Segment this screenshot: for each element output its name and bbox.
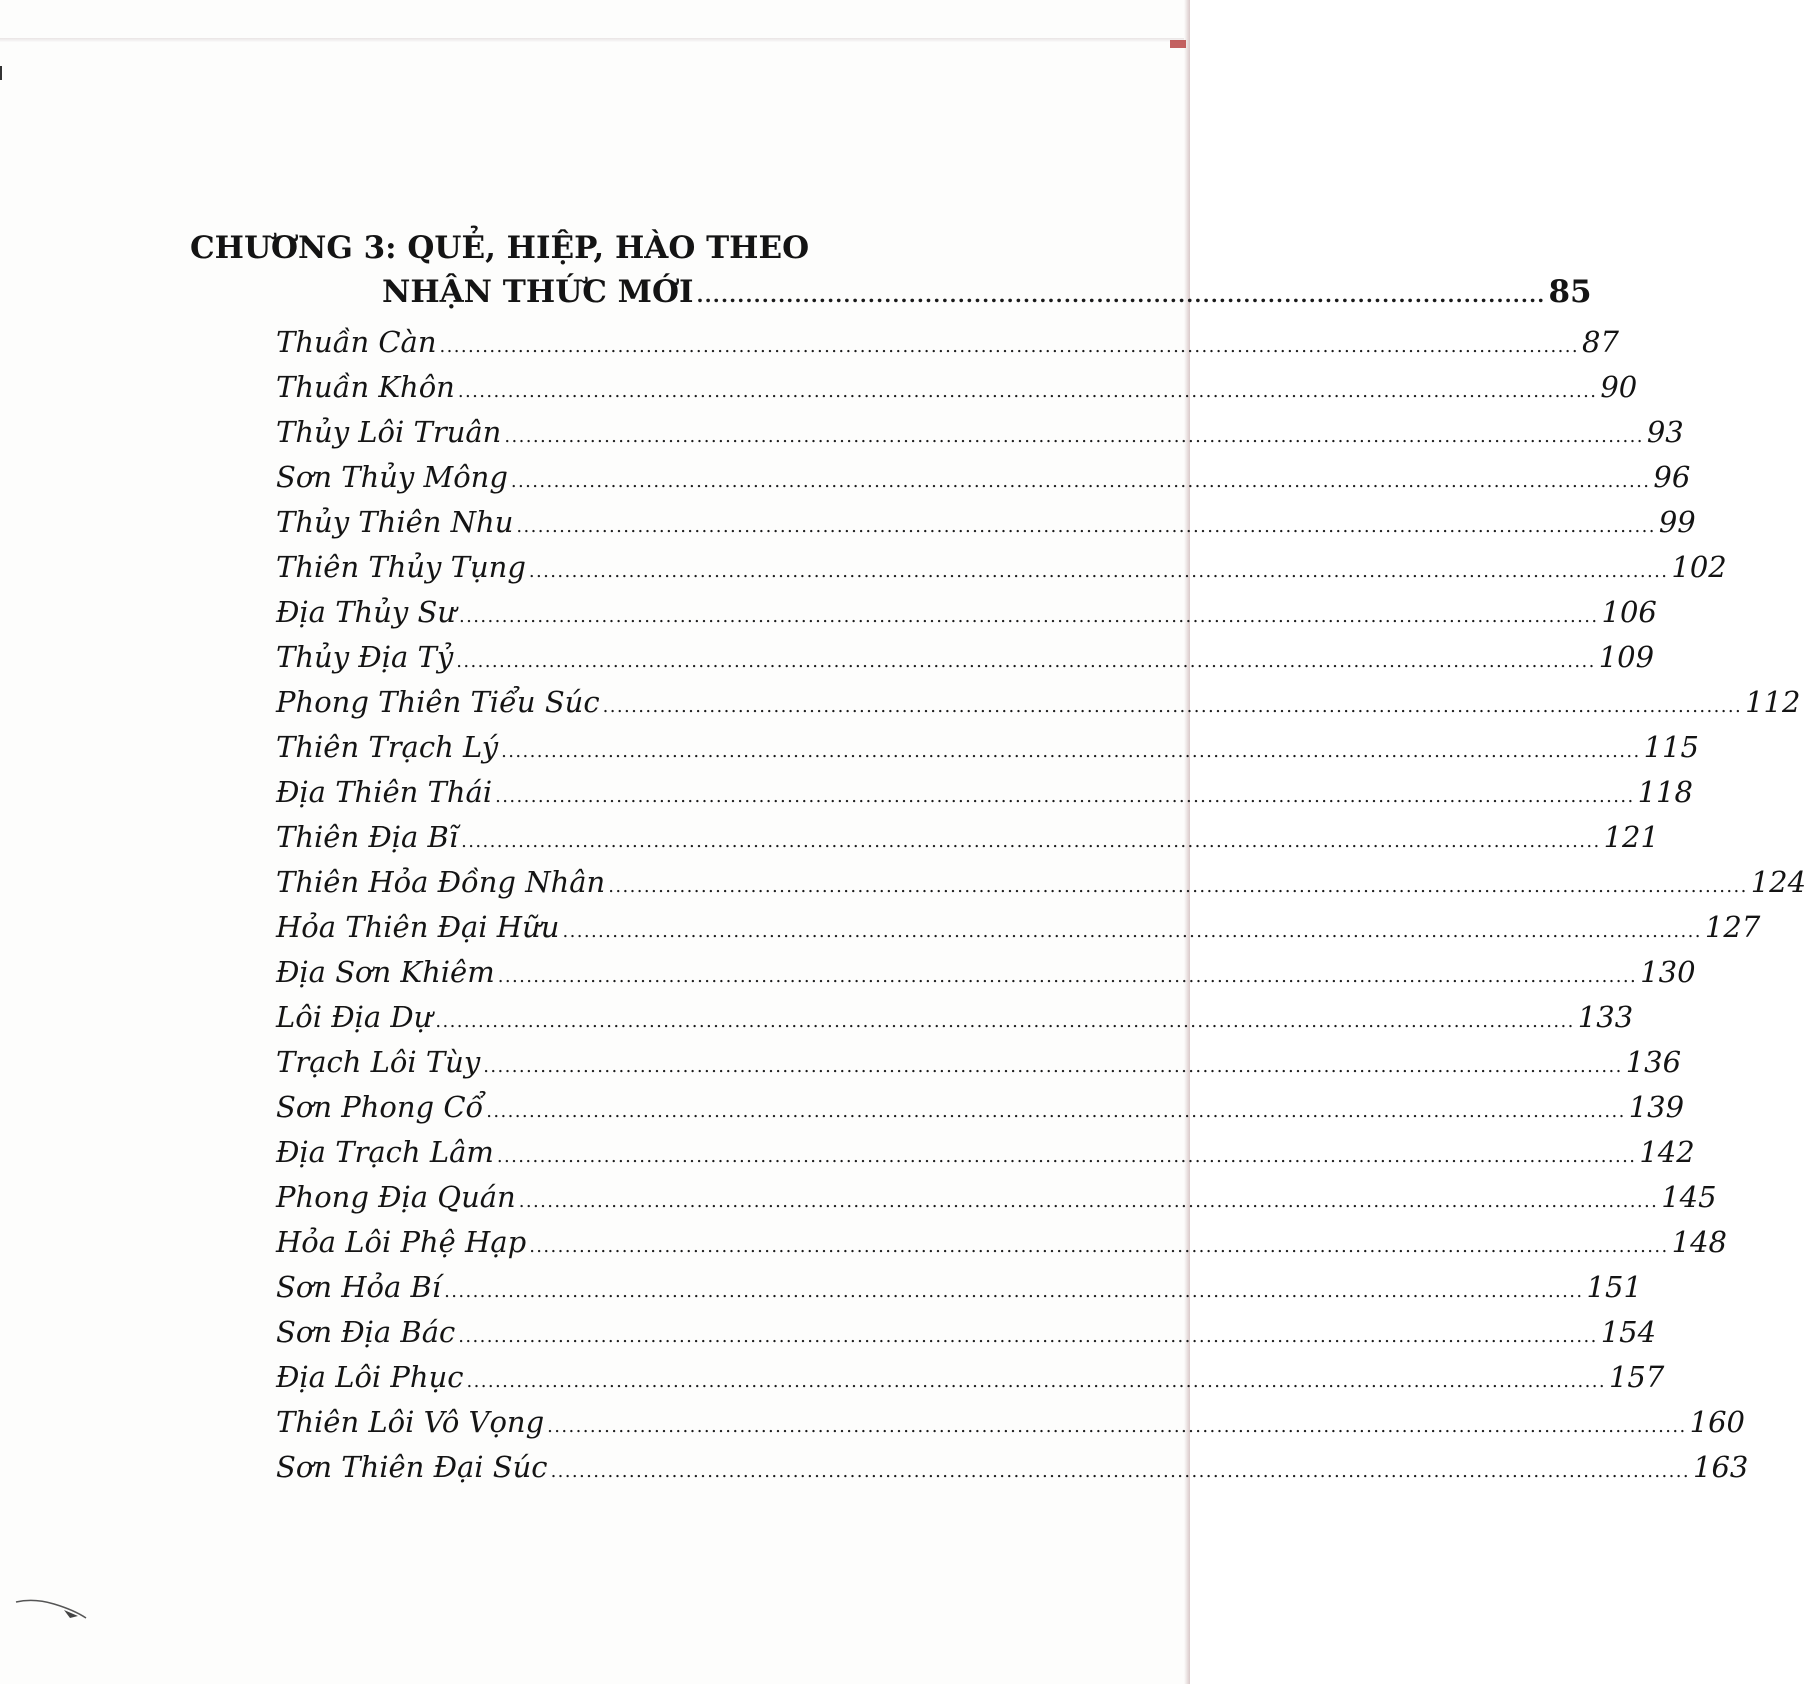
toc-entry-page-number: 145 xyxy=(1661,1180,1717,1214)
toc-entry xyxy=(276,455,1691,500)
toc-entry-title: Lôi Địa Dự xyxy=(276,1000,433,1034)
dot-leader: ................................................................................................................................................................ xyxy=(518,1191,1659,1212)
toc-entry xyxy=(276,320,1619,365)
toc-entry xyxy=(276,1400,1745,1445)
dot-leader: ................................................................................................................................................................ xyxy=(602,696,1743,717)
toc-entry xyxy=(276,1085,1685,1130)
toc-entry-page-number: 121 xyxy=(1603,820,1659,854)
toc-entry-page-number: 163 xyxy=(1693,1450,1749,1484)
toc-entry-title: Địa Trạch Lâm xyxy=(276,1135,494,1169)
toc-entry-title: Sơn Hỏa Bí xyxy=(276,1270,442,1304)
dot-leader: ........................................................................................................ xyxy=(696,283,1546,307)
toc-entry-page-number: 112 xyxy=(1745,685,1801,719)
toc-entry-title: Thiên Lôi Vô Vọng xyxy=(276,1405,545,1439)
dot-leader: ................................................................................................................................................................ xyxy=(459,606,1599,627)
toc-entry xyxy=(276,1310,1657,1355)
toc-entry xyxy=(276,1130,1695,1175)
toc-entry-page-number: 157 xyxy=(1608,1360,1665,1394)
dot-leader: ................................................................................................................................................................ xyxy=(516,516,1656,537)
toc-entry-page-number: 124 xyxy=(1750,865,1806,899)
dot-leader: ................................................................................................................................................................ xyxy=(444,1281,1584,1302)
toc-entry-page-number: 102 xyxy=(1671,550,1727,584)
dot-leader: ................................................................................................................................................................ xyxy=(528,561,1669,582)
toc-entry-title: Sơn Phong Cổ xyxy=(276,1090,484,1124)
dot-leader: ................................................................................................................................................................ xyxy=(608,876,1748,897)
toc-entry-title: Sơn Thiên Đại Súc xyxy=(276,1450,548,1484)
toc-entry xyxy=(276,680,1801,725)
toc-list xyxy=(276,320,1806,1490)
toc-entry-title: Thiên Địa Bĩ xyxy=(276,820,459,854)
toc-entry-page-number: 87 xyxy=(1582,325,1619,359)
dot-leader: ................................................................................................................................................................ xyxy=(461,831,1601,852)
chapter-page-number: 85 xyxy=(1548,274,1592,310)
dot-leader: ................................................................................................................................................................ xyxy=(497,966,1638,987)
dot-leader: ................................................................................................................................................................ xyxy=(496,1146,1637,1167)
chapter-title-line2-row xyxy=(382,270,1592,317)
dot-leader: ................................................................................................................................................................ xyxy=(510,471,1651,492)
dot-leader: ................................................................................................................................................................ xyxy=(457,381,1598,402)
toc-entry xyxy=(276,725,1699,770)
toc-entry-title: Địa Sơn Khiêm xyxy=(276,955,495,989)
dot-leader: ................................................................................................................................................................ xyxy=(439,336,1579,357)
toc-entry-page-number: 142 xyxy=(1639,1135,1695,1169)
toc-entry-title: Địa Thiên Thái xyxy=(276,775,493,809)
toc-entry-page-number: 127 xyxy=(1704,910,1761,944)
toc-entry-title: Sơn Địa Bác xyxy=(276,1315,456,1349)
dot-leader: ................................................................................................................................................................ xyxy=(456,651,1596,672)
toc-entry-page-number: 154 xyxy=(1600,1315,1657,1349)
toc-entry-page-number: 115 xyxy=(1643,730,1699,764)
toc-entry-page-number: 139 xyxy=(1628,1090,1685,1124)
toc-entry xyxy=(276,770,1693,815)
dot-leader: ................................................................................................................................................................ xyxy=(504,426,1644,447)
toc-entry xyxy=(276,995,1634,1040)
scan-mark xyxy=(0,66,2,80)
dot-leader: ................................................................................................................................................................ xyxy=(435,1011,1575,1032)
scan-edge-top xyxy=(0,38,1190,42)
toc-entry xyxy=(276,815,1659,860)
toc-entry-title: Thủy Lôi Truân xyxy=(276,415,502,449)
chapter-title-line2: NHẬN THỨC MỚI xyxy=(382,274,694,310)
toc-entry xyxy=(276,1040,1682,1085)
toc-entry-page-number: 90 xyxy=(1600,370,1638,404)
scan-mark xyxy=(1170,40,1186,48)
toc-entry-title: Thiên Trạch Lý xyxy=(276,730,499,764)
toc-entry-title: Thủy Thiên Nhu xyxy=(276,505,514,539)
toc-entry xyxy=(276,410,1684,455)
toc-entry xyxy=(276,950,1696,995)
toc-entry xyxy=(276,1355,1665,1400)
toc-entry-page-number: 118 xyxy=(1637,775,1693,809)
toc-entry xyxy=(276,905,1761,950)
toc-entry-title: Hỏa Thiên Đại Hữu xyxy=(276,910,560,944)
toc-entry-page-number: 96 xyxy=(1653,460,1691,494)
toc-entry-page-number: 136 xyxy=(1625,1045,1682,1079)
chapter-heading xyxy=(190,226,1592,317)
dot-leader: ................................................................................................................................................................ xyxy=(486,1101,1626,1122)
toc-entry xyxy=(276,545,1727,590)
dot-leader: ................................................................................................................................................................ xyxy=(562,921,1702,942)
toc-entry xyxy=(276,1445,1749,1490)
toc-entry xyxy=(276,635,1655,680)
toc-entry-title: Phong Thiên Tiểu Súc xyxy=(276,685,600,719)
toc-entry xyxy=(276,860,1806,905)
toc-entry xyxy=(276,590,1657,635)
toc-entry-page-number: 106 xyxy=(1601,595,1657,629)
dot-leader: ................................................................................................................................................................ xyxy=(458,1326,1598,1347)
toc-entry-title: Địa Lôi Phục xyxy=(276,1360,464,1394)
chapter-title-line1: CHƯƠNG 3: QUẺ, HIỆP, HÀO THEO xyxy=(190,230,810,266)
toc-entry-title: Thủy Địa Tỷ xyxy=(276,640,454,674)
toc-entry-page-number: 99 xyxy=(1658,505,1696,539)
dot-leader: ................................................................................................................................................................ xyxy=(483,1056,1623,1077)
toc-entry xyxy=(276,1220,1728,1265)
toc-entry xyxy=(276,1265,1642,1310)
toc-entry-page-number: 160 xyxy=(1689,1405,1745,1439)
dot-leader: ................................................................................................................................................................ xyxy=(547,1416,1687,1437)
toc-entry-title: Thiên Hỏa Đồng Nhân xyxy=(276,865,606,899)
toc-entry xyxy=(276,500,1696,545)
scan-smudge xyxy=(14,1596,124,1620)
dot-leader: ................................................................................................................................................................ xyxy=(495,786,1635,807)
toc-entry-title: Thiên Thủy Tụng xyxy=(276,550,526,584)
dot-leader: ................................................................................................................................................................ xyxy=(466,1371,1606,1392)
toc-entry-page-number: 133 xyxy=(1577,1000,1634,1034)
toc-entry-title: Thuần Khôn xyxy=(276,370,455,404)
toc-entry-page-number: 151 xyxy=(1586,1270,1642,1304)
dot-leader: ................................................................................................................................................................ xyxy=(501,741,1641,762)
toc-entry-title: Sơn Thủy Mông xyxy=(276,460,508,494)
toc-entry-page-number: 93 xyxy=(1646,415,1684,449)
toc-entry-title: Địa Thủy Sư xyxy=(276,595,457,629)
toc-entry-page-number: 130 xyxy=(1640,955,1696,989)
toc-entry-page-number: 109 xyxy=(1598,640,1655,674)
toc-entry-title: Phong Địa Quán xyxy=(276,1180,516,1214)
toc-entry xyxy=(276,365,1638,410)
toc-entry-title: Thuần Càn xyxy=(276,325,437,359)
toc-entry-title: Hỏa Lôi Phệ Hạp xyxy=(276,1225,527,1259)
toc-entry-page-number: 148 xyxy=(1671,1225,1728,1259)
dot-leader: ................................................................................................................................................................ xyxy=(550,1461,1691,1482)
dot-leader: ................................................................................................................................................................ xyxy=(529,1236,1669,1257)
toc-entry-title: Trạch Lôi Tùy xyxy=(276,1045,481,1079)
toc-entry xyxy=(276,1175,1717,1220)
